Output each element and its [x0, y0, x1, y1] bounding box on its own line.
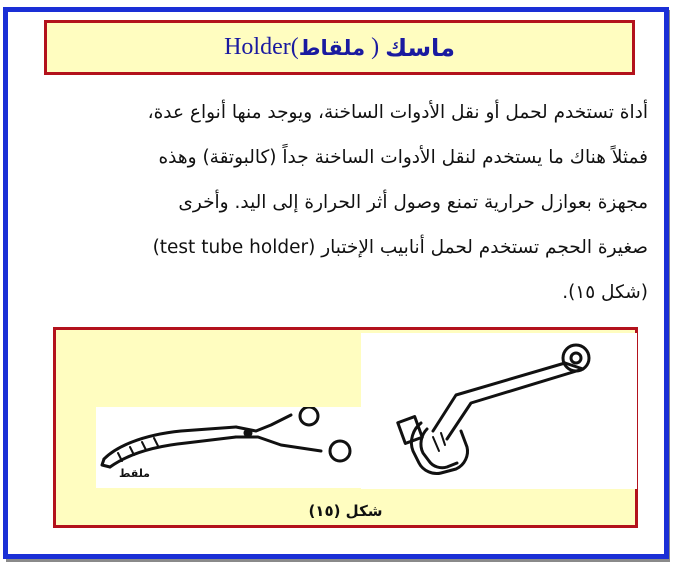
body-line: فمثلاً هناك ما يستخدم لنقل الأدوات الساخنة جداً (كالبوتقة) وهذه [158, 147, 648, 168]
body-line: صغيرة الحجم تستخدم لحمل أنابيب الإختبار (test tube holder) [152, 237, 648, 258]
crucible-holder-photo [361, 333, 637, 489]
body-line: (شكل ١٥). [562, 282, 648, 303]
figure-caption: شكل (١٥) [308, 502, 383, 520]
title-english: Holder [224, 34, 291, 60]
body-paragraph [22, 90, 648, 315]
title-arabic-alt: ملقاط [298, 35, 366, 60]
body-line: أداة تستخدم لحمل أو نقل الأدوات الساخنة، ويوجد منها أنواع عدة، [147, 102, 648, 123]
title-close-paren: ) [290, 34, 299, 60]
figure-box [53, 327, 638, 528]
body-line: مجهزة بعوازل حرارية تمنع وصول أثر الحرارة إلى اليد. وأخرى [178, 192, 648, 213]
title-open-paren: ( [371, 34, 380, 60]
tool-label: ملقط [119, 467, 150, 480]
title-arabic-main: ماسك [385, 33, 455, 62]
crucible-holder-illustration [361, 333, 637, 489]
title-box [44, 20, 635, 75]
